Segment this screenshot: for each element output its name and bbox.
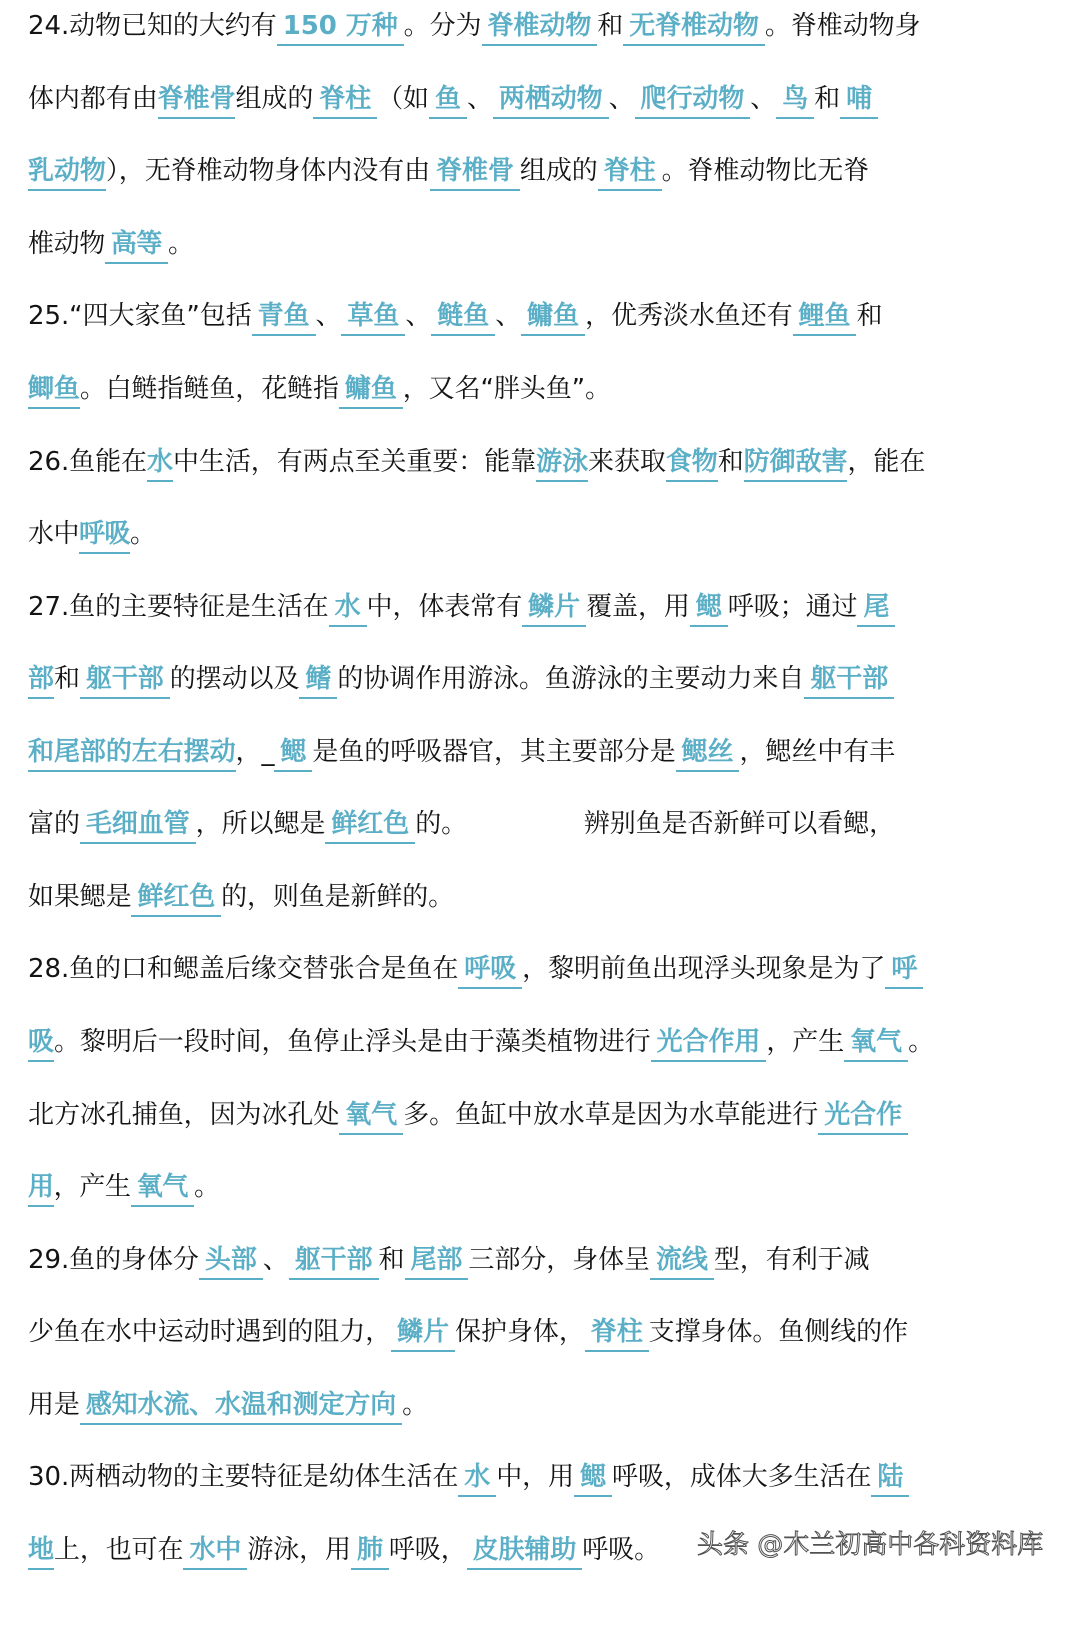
answer-blank: 鲜红色 — [325, 806, 415, 844]
answer-blank: 两栖动物 — [493, 81, 609, 119]
text-line — [28, 730, 1058, 774]
text-segment: 椎动物 — [28, 229, 105, 259]
answer-blank: 鳞片 — [522, 589, 586, 627]
text-line — [28, 440, 1058, 484]
answer-blank: 呼吸 — [79, 516, 130, 554]
text-segment: ，所以鳃是 — [195, 809, 326, 839]
text-line — [28, 77, 1058, 121]
text-segment: 呼吸， — [388, 1535, 467, 1565]
text-segment: 、 — [405, 301, 432, 331]
text-segment: 是鱼的呼吸器官，其主要部分是 — [312, 737, 676, 767]
text-segment: 和 — [378, 1245, 405, 1275]
answer-blank: 呼吸 — [458, 951, 522, 989]
text-segment: 和 — [856, 301, 883, 331]
answer-blank: 草鱼 — [341, 298, 405, 336]
answer-blank: 鳃 — [574, 1459, 612, 1497]
answer-blank: 脊柱 — [585, 1314, 649, 1352]
text-line — [28, 1093, 1058, 1137]
text-segment: 的协调作用游泳。鱼游泳的主要动力来自 — [337, 664, 805, 694]
answer-blank: 肺 — [351, 1532, 389, 1570]
text-segment: 北方冰孔捕鱼，因为冰孔处 — [28, 1100, 340, 1130]
answer-blank: 尾部 — [405, 1242, 469, 1280]
text-line — [28, 1455, 1058, 1499]
text-segment: 25.“四大家鱼”包括 — [28, 301, 252, 331]
text-line — [28, 367, 1058, 411]
answer-blank: 光合作 — [818, 1097, 908, 1135]
text-segment: 和 — [53, 664, 80, 694]
text-segment: 、 — [495, 301, 522, 331]
answer-blank: 地 — [28, 1532, 54, 1570]
answer-blank: 氧气 — [844, 1024, 908, 1062]
answer-blank: 头部 — [199, 1242, 263, 1280]
answer-blank: 高等 — [105, 226, 168, 264]
answer-blank: 鳙鱼 — [339, 371, 403, 409]
text-segment: 组成的 — [235, 84, 314, 114]
answer-blank: 鸟 — [776, 81, 814, 119]
text-segment: 呼吸，成体大多生活在 — [612, 1462, 872, 1492]
answer-blank: 躯干部 — [80, 661, 170, 699]
answer-blank: 无脊椎动物 — [623, 8, 765, 46]
text-line — [28, 802, 1058, 846]
text-line — [28, 875, 1058, 919]
text-line — [28, 1020, 1058, 1064]
text-segment: 的摆动以及 — [169, 664, 300, 694]
answer-blank: 鲤鱼 — [793, 298, 857, 336]
answer-blank: 鳃 — [274, 734, 312, 772]
answer-blank: 脊椎动物 — [482, 8, 598, 46]
answer-blank: 脊柱 — [598, 153, 662, 191]
text-segment: 三部分，身体呈 — [468, 1245, 650, 1275]
answer-blank: 食物 — [666, 444, 718, 482]
text-segment: 水中 — [28, 519, 80, 549]
answer-blank: 尾 — [857, 589, 895, 627]
text-segment: 和 — [597, 11, 624, 41]
text-segment: 24.动物已知的大约有 — [28, 11, 277, 41]
text-segment: 来获取 — [588, 447, 666, 477]
text-segment: 支撑身体。鱼侧线的作 — [648, 1317, 909, 1347]
text-line — [28, 4, 1058, 48]
text-line — [28, 585, 1058, 629]
text-segment: 。 — [402, 1390, 428, 1420]
text-segment: 和 — [717, 447, 744, 477]
text-line — [28, 1238, 1058, 1282]
text-segment: ，又名“胖头鱼”。 — [402, 374, 611, 404]
answer-blank: 用 — [28, 1169, 54, 1207]
answer-blank: 氧气 — [339, 1097, 403, 1135]
text-segment: 和 — [814, 84, 841, 114]
answer-blank: 流线 — [650, 1242, 714, 1280]
text-segment: 。脊椎动物比无脊 — [661, 156, 870, 186]
text-segment: 。 — [168, 229, 194, 259]
text-segment: 29.鱼的身体分 — [28, 1245, 199, 1275]
text-line — [28, 222, 1058, 266]
text-segment: 呼吸；通过 — [727, 592, 858, 622]
answer-blank: 防御敌害 — [744, 444, 848, 482]
text-segment: 富的 — [28, 809, 80, 839]
text-line — [28, 1383, 1058, 1427]
answer-blank: 脊柱 — [313, 81, 377, 119]
answer-blank: 皮肤辅助 — [467, 1532, 583, 1570]
text-segment: 少鱼在水中运动时遇到的阻力， — [28, 1317, 392, 1347]
text-segment: 中，用 — [496, 1462, 575, 1492]
answer-blank: 爬行动物 — [635, 81, 751, 119]
text-segment: 体内都有由 — [28, 84, 158, 114]
text-segment: 27.鱼的主要特征是生活在 — [28, 592, 329, 622]
text-line — [28, 294, 1058, 338]
answer-blank: 氧气 — [131, 1169, 194, 1207]
answer-blank: 水 — [329, 589, 367, 627]
text-line — [28, 947, 1058, 991]
answer-blank: 哺 — [840, 81, 878, 119]
answer-blank: 鳙鱼 — [521, 298, 585, 336]
text-segment: 的，则鱼是新鲜的。 — [221, 882, 454, 912]
text-segment: 用是 — [28, 1390, 80, 1420]
answer-blank: 脊椎骨 — [158, 81, 236, 119]
text-segment: 、 — [262, 1245, 289, 1275]
answer-blank: 乳动物 — [28, 153, 106, 191]
text-segment: 如果鳃是 — [28, 882, 132, 912]
text-segment: 。 — [908, 1027, 935, 1057]
answer-blank: 脊椎骨 — [430, 153, 520, 191]
text-segment: ，鳃丝中有丰 — [739, 737, 896, 767]
text-segment: 30.两栖动物的主要特征是幼体生活在 — [28, 1462, 459, 1492]
answer-blank: 游泳 — [536, 444, 588, 482]
text-segment: 型，有利于减 — [713, 1245, 870, 1275]
answer-blank: 躯干部 — [289, 1242, 379, 1280]
text-segment: 、 — [466, 84, 493, 114]
text-line — [28, 149, 1058, 193]
answer-blank: 水中 — [183, 1532, 247, 1570]
text-segment: 游泳，用 — [247, 1535, 351, 1565]
text-segment: 上，也可在 — [53, 1535, 184, 1565]
text-segment: 26.鱼能在 — [28, 447, 147, 477]
text-line — [28, 1310, 1058, 1354]
answer-blank: 鳍 — [299, 661, 337, 699]
answer-blank: 鲫鱼 — [28, 371, 80, 409]
text-segment: ，_ — [235, 737, 275, 767]
answer-blank: 吸 — [28, 1024, 54, 1062]
watermark: 头条 @木兰初高中各科资料库 — [697, 1530, 1044, 1560]
text-segment: ，产生 — [53, 1172, 131, 1202]
answer-blank: 部 — [28, 661, 54, 699]
answer-blank: 呼 — [885, 951, 923, 989]
text-segment: 组成的 — [519, 156, 598, 186]
text-segment: ，能在 — [847, 447, 926, 477]
answer-blank: 光合作用 — [651, 1024, 767, 1062]
text-line — [28, 657, 1058, 701]
text-segment: 。 — [194, 1172, 220, 1202]
text-segment: 中生活，有两点至关重要：能靠 — [172, 447, 537, 477]
text-segment: ，产生 — [766, 1027, 845, 1057]
answer-blank: 水 — [458, 1459, 496, 1497]
text-segment: 、 — [315, 301, 342, 331]
answer-blank: 鱼 — [429, 81, 467, 119]
text-segment: 中，体表常有 — [366, 592, 523, 622]
answer-blank: 毛细血管 — [80, 806, 196, 844]
text-segment: ，优秀淡水鱼还有 — [585, 301, 793, 331]
text-segment: 覆盖，用 — [586, 592, 690, 622]
text-segment: 。 — [130, 519, 156, 549]
answer-blank: 150 万种 — [277, 8, 404, 46]
text-segment: 保护身体， — [455, 1317, 585, 1347]
answer-blank: 和尾部的左右摆动 — [28, 734, 236, 772]
text-segment: 28.鱼的口和鳃盖后缘交替张合是鱼在 — [28, 954, 459, 984]
text-segment: 。脊椎动物身 — [764, 11, 921, 41]
text-segment: ，黎明前鱼出现浮头现象是为了 — [522, 954, 886, 984]
text-segment: 多。鱼缸中放水草是因为水草能进行 — [403, 1100, 819, 1130]
text-segment: 呼吸。 — [582, 1535, 660, 1565]
answer-blank: 陆 — [871, 1459, 909, 1497]
text-segment: ），无脊椎动物身体内没有由 — [105, 156, 431, 186]
text-line — [28, 512, 1058, 556]
text-segment: （如 — [377, 84, 429, 114]
answer-blank: 鳃 — [690, 589, 728, 627]
answer-blank: 鳞片 — [391, 1314, 455, 1352]
text-segment: 、 — [750, 84, 777, 114]
answer-blank: 鳃丝 — [676, 734, 740, 772]
answer-blank: 鲢鱼 — [431, 298, 495, 336]
answer-blank: 水 — [147, 444, 173, 482]
text-line — [28, 1165, 1058, 1209]
text-segment: 的。 辨别鱼是否新鲜可以看鳃， — [415, 809, 896, 839]
text-segment: 。分为 — [403, 11, 482, 41]
answer-blank: 鲜红色 — [131, 879, 221, 917]
text-segment: 。白鲢指鲢鱼，花鲢指 — [79, 374, 339, 404]
answer-blank: 躯干部 — [804, 661, 894, 699]
answer-blank: 青鱼 — [252, 298, 316, 336]
text-segment: 、 — [608, 84, 635, 114]
answer-blank: 感知水流、水温和测定方向 — [80, 1387, 402, 1425]
text-segment: 。黎明后一段时间，鱼停止浮头是由于藻类植物进行 — [53, 1027, 651, 1057]
